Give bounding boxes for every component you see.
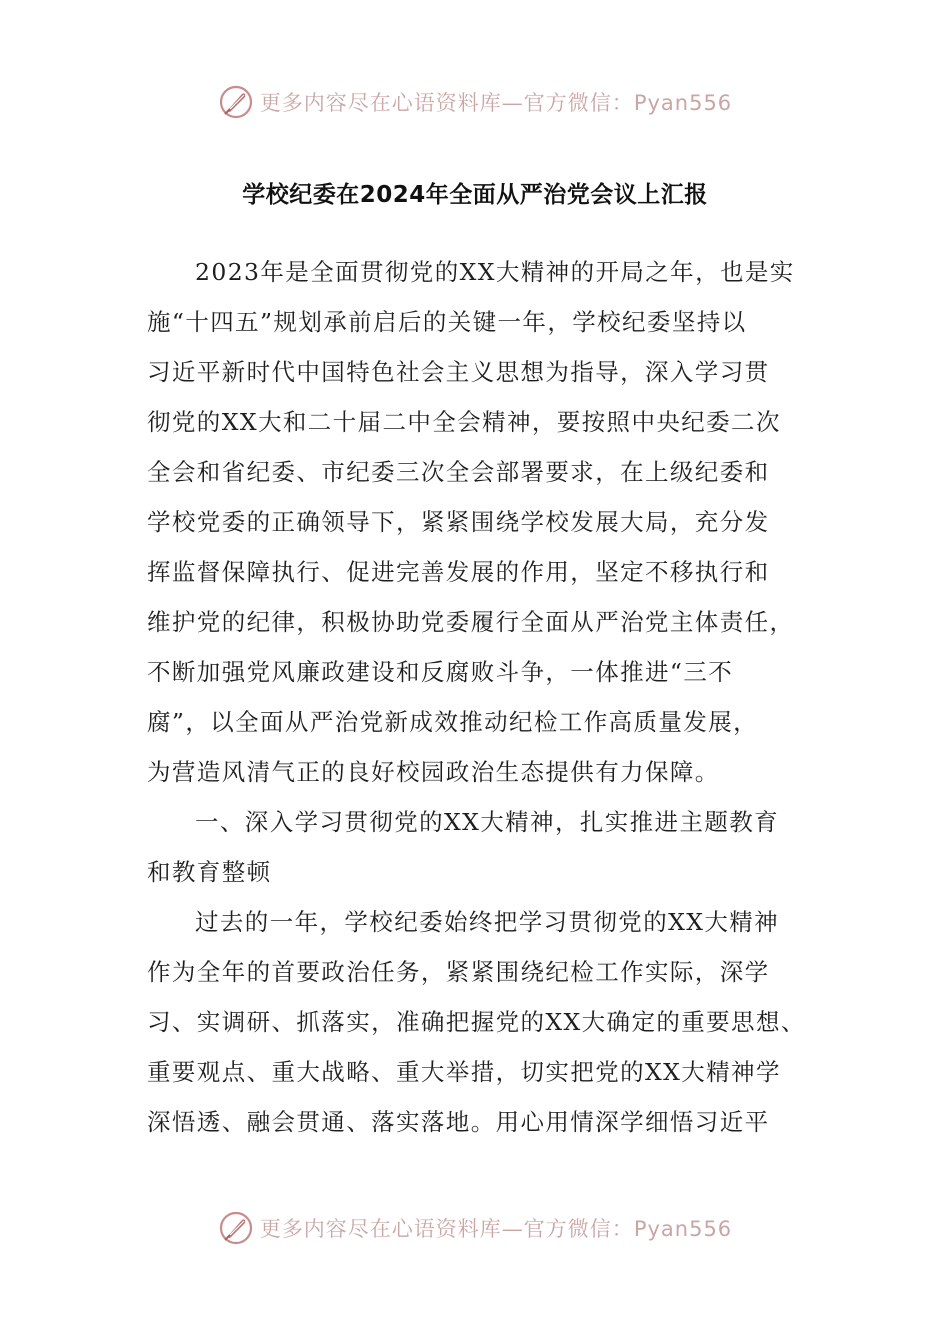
section-heading-line: 一、深入学习贯彻党的XX大精神，扎实推进主题教育 bbox=[195, 808, 780, 836]
header-watermark-banner bbox=[0, 82, 950, 122]
paragraph-line: 过去的一年，学校纪委始终把学习贯彻党的XX大精神 bbox=[195, 908, 780, 936]
paragraph-line: 为营造风清气正的良好校园政治生态提供有力保障。 bbox=[147, 758, 720, 786]
footer-watermark-banner bbox=[0, 1208, 950, 1248]
paragraph-line: 学校党委的正确领导下，紧紧围绕学校发展大局，充分发 bbox=[147, 508, 770, 536]
paragraph-line: 全会和省纪委、市纪委三次全会部署要求，在上级纪委和 bbox=[147, 458, 770, 486]
paragraph-line: 维护党的纪律，积极协助党委履行全面从严治党主体责任， bbox=[147, 608, 795, 636]
paragraph-line: 不断加强党风廉政建设和反腐败斗争，一体推进“三不 bbox=[147, 658, 734, 686]
watermark-text: 更多内容尽在心语资料库—官方微信：Pyan556 bbox=[259, 1217, 733, 1241]
paragraph-line: 作为全年的首要政治任务，紧紧围绕纪检工作实际，深学 bbox=[147, 958, 770, 986]
paragraph-line: 习、实调研、抓落实，准确把握党的XX大确定的重要思想、 bbox=[147, 1008, 806, 1036]
paragraph-line: 彻党的XX大和二十届二中全会精神，要按照中央纪委二次 bbox=[147, 408, 781, 436]
quill-logo-icon bbox=[218, 84, 254, 120]
paragraph-line: 重要观点、重大战略、重大举措，切实把党的XX大精神学 bbox=[147, 1058, 781, 1086]
paragraph-line: 挥监督保障执行、促进完善发展的作用，坚定不移执行和 bbox=[147, 558, 770, 586]
document-title: 学校纪委在2024年全面从严治党会议上汇报 bbox=[242, 182, 708, 208]
paragraph-line: 腐”，以全面从严治党新成效推动纪检工作高质量发展， bbox=[147, 708, 759, 736]
paragraph-line: 施“十四五”规划承前启后的关键一年，学校纪委坚持以 bbox=[147, 308, 747, 336]
watermark-handle: Pyan556 bbox=[633, 91, 733, 115]
watermark-handle: Pyan556 bbox=[633, 1217, 733, 1241]
quill-logo-icon bbox=[218, 1210, 254, 1246]
paragraph-line: 2023年是全面贯彻党的XX大精神的开局之年，也是实 bbox=[195, 258, 795, 286]
paragraph-line: 习近平新时代中国特色社会主义思想为指导，深入学习贯 bbox=[147, 358, 770, 386]
watermark-text: 更多内容尽在心语资料库—官方微信：Pyan556 bbox=[259, 91, 733, 115]
section-heading-line: 和教育整顿 bbox=[147, 858, 272, 886]
document-body bbox=[147, 247, 807, 1147]
paragraph-line: 深悟透、融会贯通、落实落地。用心用情深学细悟习近平 bbox=[147, 1108, 770, 1136]
